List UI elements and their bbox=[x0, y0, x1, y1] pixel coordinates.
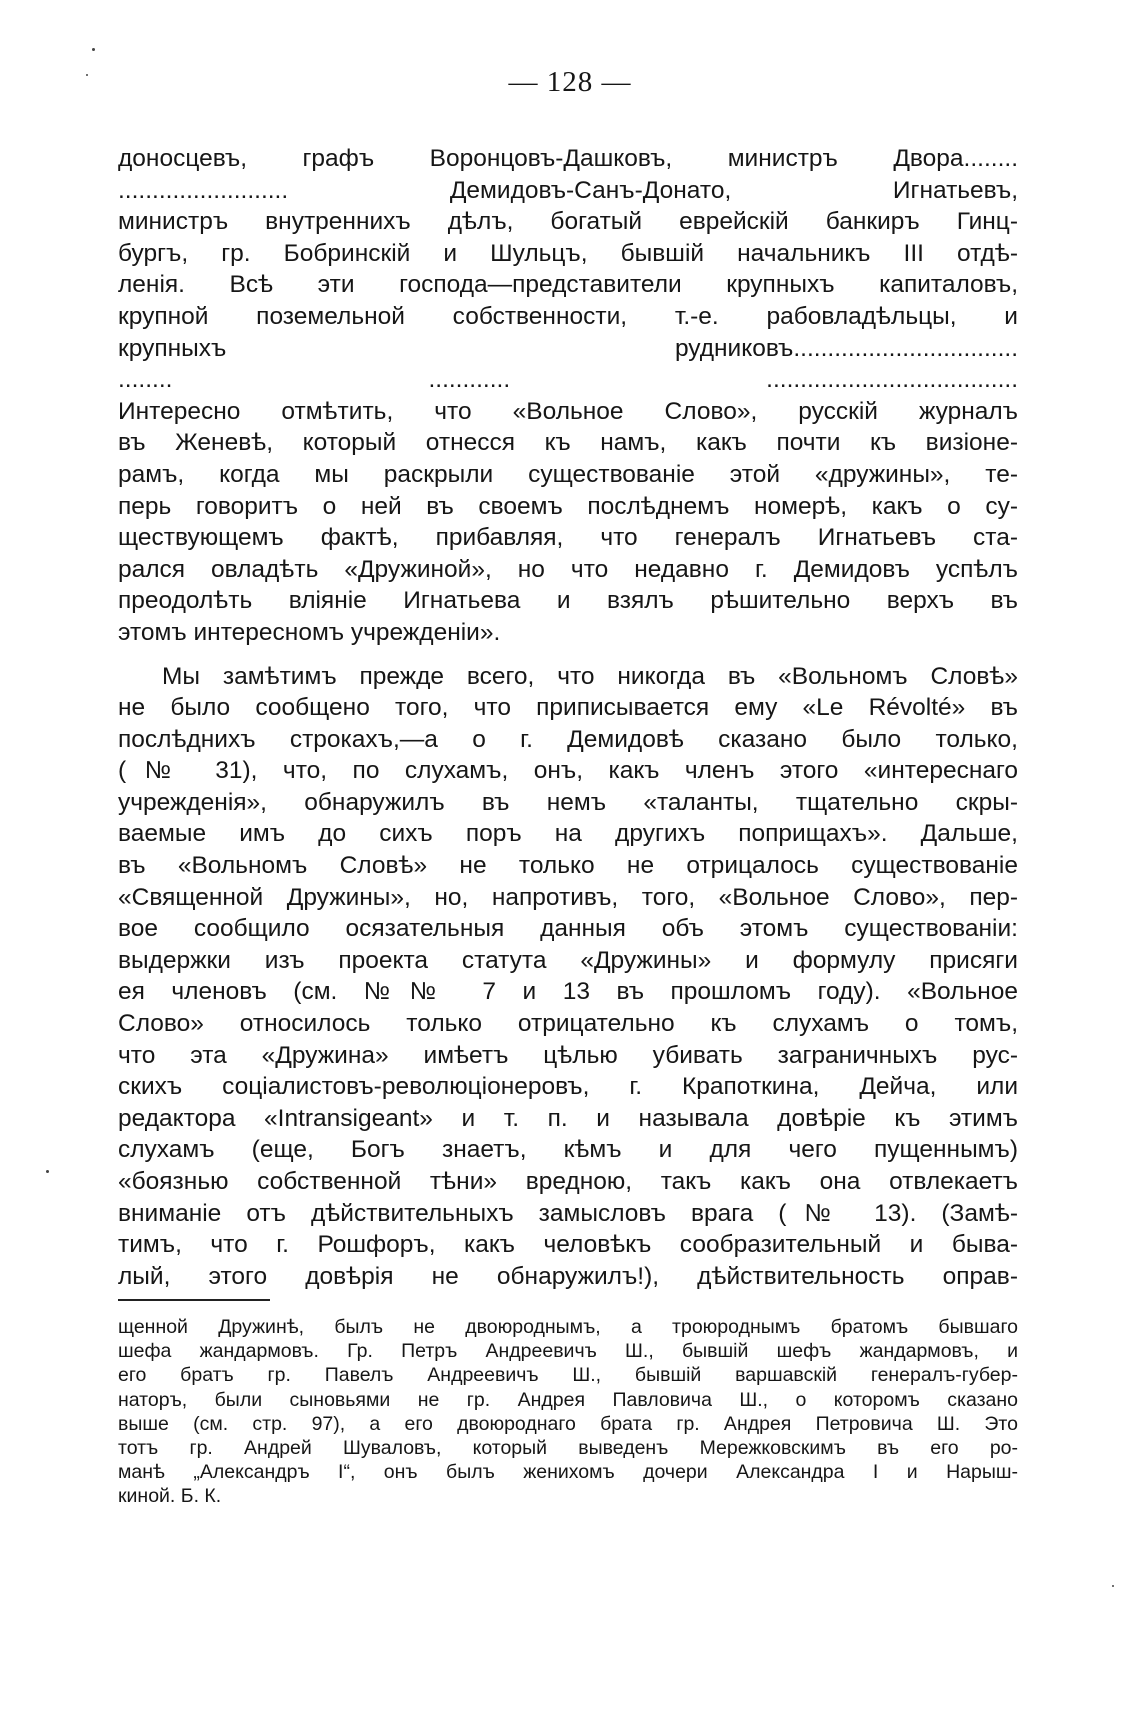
footnote-line: выше (см. стр. 97), а его двоюроднаго брата гр. Андрея Петровича Ш. Это bbox=[118, 1412, 1018, 1435]
footnote-line: наторъ, были сыновьями не гр. Андрея Павловича Ш., о которомъ сказано bbox=[118, 1388, 1018, 1411]
text-line: лый, этого довѣрія не обнаружилъ!), дѣйствительность оправ- bbox=[118, 1262, 1018, 1290]
text-line: учрежденія», обнаружилъ въ немъ «таланты, тщательно скры- bbox=[118, 788, 1018, 816]
footnote-line: шефа жандармовъ. Гр. Петръ Андреевичъ Ш., бывшій шефъ жандармовъ, и bbox=[118, 1340, 1018, 1363]
text-line: рался овладѣть «Дружиной», но что недавно г. Демидовъ успѣлъ bbox=[118, 555, 1018, 583]
text-line: Мы замѣтимъ прежде всего, что никогда въ «Вольномъ Словѣ» bbox=[162, 662, 1018, 690]
scan-speck bbox=[92, 48, 95, 51]
text-line: «Священной Дружины», но, напротивъ, того, «Вольное Слово», пер- bbox=[118, 883, 1018, 911]
text-line: Слово» относилось только отрицательно къ слухамъ о томъ, bbox=[118, 1010, 1018, 1038]
text-line: ваемые имъ до сихъ поръ на другихъ поприщахъ». Дальше, bbox=[118, 820, 1018, 848]
text-line: Интересно отмѣтить, что «Вольное Слово», русскій журналъ bbox=[118, 397, 1018, 425]
text-line: рамъ, когда мы раскрыли существованіе этой «дружины», те- bbox=[118, 460, 1018, 488]
text-line: скихъ соціалистовъ-революціонеровъ, г. Крапоткина, Дейча, или bbox=[118, 1073, 1018, 1101]
text-line: преодолѣть вліяніе Игнатьева и взялъ рѣшительно верхъ въ bbox=[118, 587, 1018, 615]
text-line: что эта «Дружина» имѣетъ цѣлью убивать заграничныхъ рус- bbox=[118, 1041, 1018, 1069]
text-line: ея членовъ (см. №№ 7 и 13 въ прошломъ году). «Вольное bbox=[118, 978, 1018, 1006]
footnote-line: киной. Б. К. bbox=[118, 1485, 222, 1508]
text-line: (№ 31), что, по слухамъ, онъ, какъ членъ этого «интереснаго bbox=[118, 757, 1018, 785]
text-line: крупной поземельной собственности, т.-е. рабовладѣльцы, и bbox=[118, 302, 1018, 330]
text-line: выдержки изъ проекта статута «Дружины» и формулу присяги bbox=[118, 946, 1018, 974]
text-line: доносцевъ, графъ Воронцовъ-Дашковъ, министръ Двора........ bbox=[118, 145, 1018, 172]
text-line: крупныхъ рудниковъ................................. bbox=[118, 334, 1018, 362]
text-line: бургъ, гр. Бобринскій и Шульцъ, бывшій начальникъ III отдѣ- bbox=[118, 239, 1018, 267]
main-text bbox=[118, 143, 1018, 1292]
text-line: министръ внутреннихъ дѣлъ, богатый еврейскій банкиръ Гинц- bbox=[118, 208, 1018, 236]
paragraph-gap bbox=[118, 649, 1018, 661]
text-line: слухамъ (еще, Богъ знаетъ, кѣмъ и для чего пущеннымъ) bbox=[118, 1136, 1018, 1164]
text-line: вое сообщило осязательныя данныя объ этомъ существованіи: bbox=[118, 915, 1018, 943]
scan-speck bbox=[46, 1170, 49, 1173]
footnote-line: тотъ гр. Андрей Шуваловъ, который выведенъ Мережковскимъ въ его ро- bbox=[118, 1436, 1018, 1459]
text-line: ленія. Всѣ эти господа—представители крупныхъ капиталовъ, bbox=[118, 271, 1018, 299]
text-line: послѣднихъ строкахъ,—а о г. Демидовѣ сказано было только, bbox=[118, 725, 1018, 753]
footnote-line: щенной Дружинѣ, былъ не двоюроднымъ, а троюроднымъ братомъ бывшаго bbox=[118, 1316, 1018, 1338]
footnote-line: манѣ „Александръ I“, онъ былъ женихомъ дочери Александра I и Нарыш- bbox=[118, 1461, 1018, 1484]
footnote-line: его братъ гр. Павелъ Андреевичъ Ш., бывшій варшавскій генералъ-губер- bbox=[118, 1364, 1018, 1387]
text-line: ......................... Демидовъ-Санъ-Донато, Игнатьевъ, bbox=[118, 176, 1018, 204]
text-line: тимъ, что г. Рошфоръ, какъ человѣкъ сообразительный и быва- bbox=[118, 1231, 1018, 1259]
footnote-divider bbox=[118, 1299, 270, 1301]
text-line: не было сообщено того, что приписывается ему «Le Révolté» въ bbox=[118, 694, 1018, 722]
text-line: въ «Вольномъ Словѣ» не только не отрицалось существованіе bbox=[118, 852, 1018, 880]
scan-speck bbox=[1112, 1585, 1114, 1587]
text-line: «боязнью собственной тѣни» вредною, такъ какъ она отвлекаетъ bbox=[118, 1168, 1018, 1195]
text-line: перь говоритъ о ней въ своемъ послѣднемъ номерѣ, какъ о су- bbox=[118, 492, 1018, 520]
text-line: этомъ интересномъ учрежденіи». bbox=[118, 618, 501, 646]
page-number: — 128 — bbox=[508, 66, 632, 98]
text-line: редактора «Intransigeant» и т. п. и называла довѣріе къ этимъ bbox=[118, 1104, 1018, 1132]
text-line: ществующемъ фактѣ, прибавляя, что генералъ Игнатьевъ ста- bbox=[118, 524, 1018, 552]
text-line: вниманіе отъ дѣйствительныхъ замысловъ врага (№ 13). (Замѣ- bbox=[118, 1199, 1018, 1227]
text-line: въ Женевѣ, который отнесся къ намъ, какъ почти къ визіоне- bbox=[118, 429, 1018, 457]
footnote bbox=[118, 1315, 1018, 1509]
text-line: ........ ............ ..................................... bbox=[118, 366, 1018, 394]
